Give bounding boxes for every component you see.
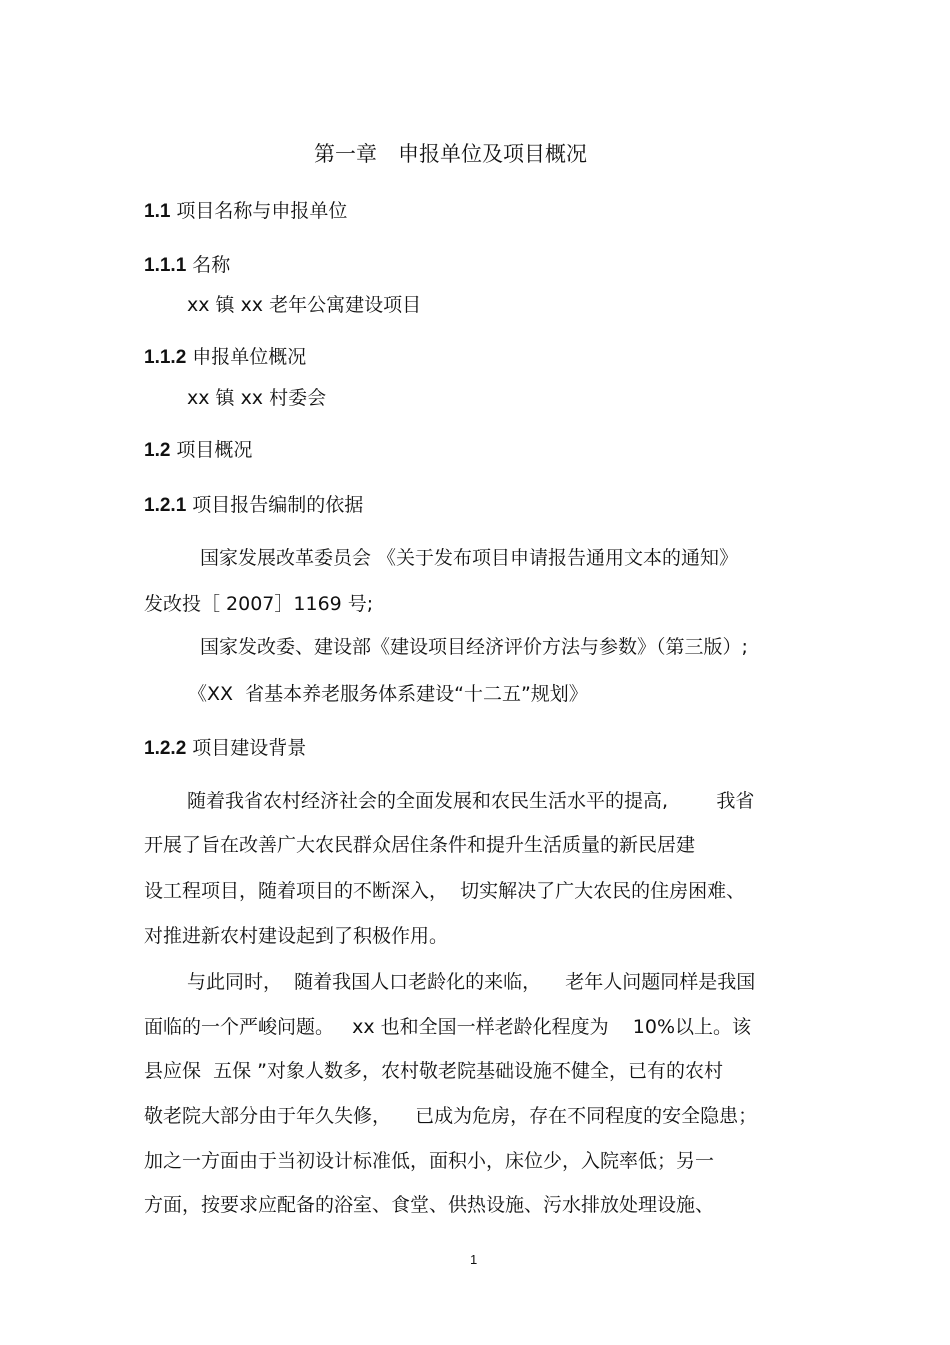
section-title: 申报单位概况: [192, 346, 307, 368]
section-heading-1-1-2: [144, 345, 306, 370]
section-heading-1-2-1: [144, 493, 363, 518]
project-name: xx 镇 xx 老年公寓建设项目: [187, 294, 422, 316]
basis-line-1: 国家发展改革委员会 《关于发布项目申请报告通用文本的通知》: [200, 547, 739, 569]
section-heading-1-2-2: [144, 736, 306, 761]
section-title: 项目报告编制的依据: [192, 494, 364, 516]
background-line-10: 方面，按要求应配备的浴室、食堂、供热设施、污水排放处理设施、: [144, 1194, 715, 1216]
background-line-7: 县应保 五保 ”对象人数多，农村敬老院基础设施不健全，已有的农村: [144, 1060, 723, 1082]
section-number: 1.2.2: [144, 738, 187, 759]
background-line-5: 与此同时， 随着我国人口老龄化的来临， 老年人问题同样是我国: [187, 971, 756, 993]
page-number: 1: [470, 1252, 478, 1267]
section-number: 1.1.2: [144, 347, 187, 368]
section-heading-1-1-1: [144, 253, 230, 278]
background-line-6: 面临的一个严峻问题。 xx 也和全国一样老龄化程度为 10%以上。该: [144, 1016, 752, 1038]
section-number: 1.2: [144, 440, 171, 461]
background-line-2: 开展了旨在改善广大农民群众居住条件和提升生活质量的新民居建: [144, 834, 696, 856]
background-line-4: 对推进新农村建设起到了积极作用。: [144, 925, 449, 947]
background-line-9: 加之一方面由于当初设计标准低，面积小，床位少，入院率低；另一: [144, 1150, 715, 1172]
section-title: 项目概况: [176, 439, 253, 461]
background-line-3: 设工程项目，随着项目的不断深入， 切实解决了广大农民的住房困难、: [144, 880, 746, 902]
applicant-unit: xx 镇 xx 村委会: [187, 387, 327, 409]
chapter-title: 第一章 申报单位及项目概况: [314, 142, 587, 166]
background-line-8: 敬老院大部分由于年久失修， 已成为危房，存在不同程度的安全隐患；: [144, 1105, 758, 1127]
background-line-1: 随着我省农村经济社会的全面发展和农民生活水平的提高, 我省: [187, 790, 755, 812]
section-title: 项目名称与申报单位: [176, 200, 348, 222]
basis-line-3: 国家发改委、建设部《建设项目经济评价方法与参数》（第三版）;: [200, 636, 748, 658]
section-heading-1-1: [144, 199, 347, 224]
section-number: 1.1.1: [144, 255, 187, 276]
section-number: 1.2.1: [144, 495, 187, 516]
section-number: 1.1: [144, 201, 171, 222]
section-title: 名称: [192, 254, 231, 276]
section-title: 项目建设背景: [192, 737, 307, 759]
basis-line-4: 《XX 省基本养老服务体系建设“十二五”规划》: [188, 683, 588, 705]
section-heading-1-2: [144, 438, 252, 463]
basis-line-2: 发改投［ 2007］1169 号;: [144, 593, 374, 615]
